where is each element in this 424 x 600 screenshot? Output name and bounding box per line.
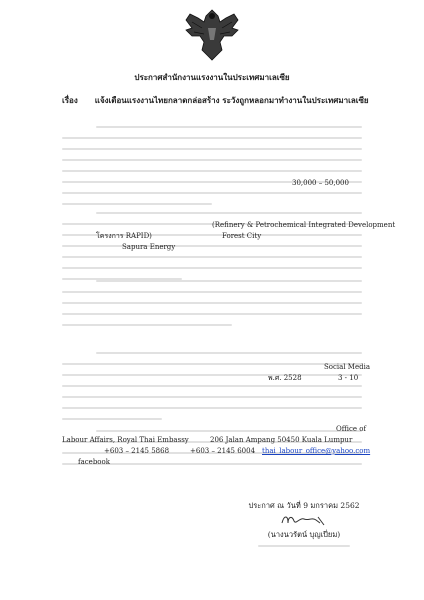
contact-phone-2: +603 – 2145 6004: [190, 447, 256, 455]
paragraph-1: [62, 126, 362, 214]
announcement-date: ประกาศ ณ วันที่ 9 มกราคม 2562: [248, 501, 360, 510]
social-media-term: Social Media: [324, 363, 371, 371]
law-year: พ.ศ. 2528: [268, 374, 302, 382]
signatory-name: (นางนวรัตน์ บุญเปี่ยม): [267, 530, 341, 539]
document-subject: [62, 94, 402, 107]
paragraph-4: [62, 352, 362, 429]
subject-label: เรื่อง: [62, 96, 78, 105]
subject-text: แจ้งเตือนแรงงานไทยกลาดกล่อสร้าง ระวังถูกหลอกมาทำงานในประเทศมาเลเซีย: [94, 96, 369, 105]
amount-range: 30,000 – 50,000: [292, 179, 349, 187]
document-title: ประกาศสำนักงานแรงงานในประเทศมาเลเซีย: [134, 73, 290, 82]
garuda-emblem-icon: [182, 6, 242, 62]
refinery-term: (Refinery & Petrochemical Integrated Development: [212, 221, 396, 229]
contact-phone-1: +603 – 2145 5868: [104, 447, 170, 455]
contact-facebook: facebook: [78, 458, 110, 466]
contact-email-link[interactable]: thai_labour_office@yahoo.com: [262, 447, 371, 455]
contact-address: 206 Jalan Ampang 50450 Kuala Lumpur: [210, 436, 353, 444]
forest-city-term: Forest City: [222, 232, 262, 240]
contact-office: Office of: [336, 425, 367, 433]
paragraph-3: [62, 280, 362, 335]
signatory-position: [258, 545, 350, 547]
contact-office-2: Labour Affairs, Royal Thai Embassy: [62, 436, 189, 444]
rapid-term: โครงการ RAPID): [96, 232, 152, 240]
signature-icon: [274, 511, 334, 529]
closing-block: [214, 500, 394, 547]
years-range: 3 - 10: [338, 374, 359, 382]
sapura-term: Sapura Energy: [122, 243, 176, 251]
